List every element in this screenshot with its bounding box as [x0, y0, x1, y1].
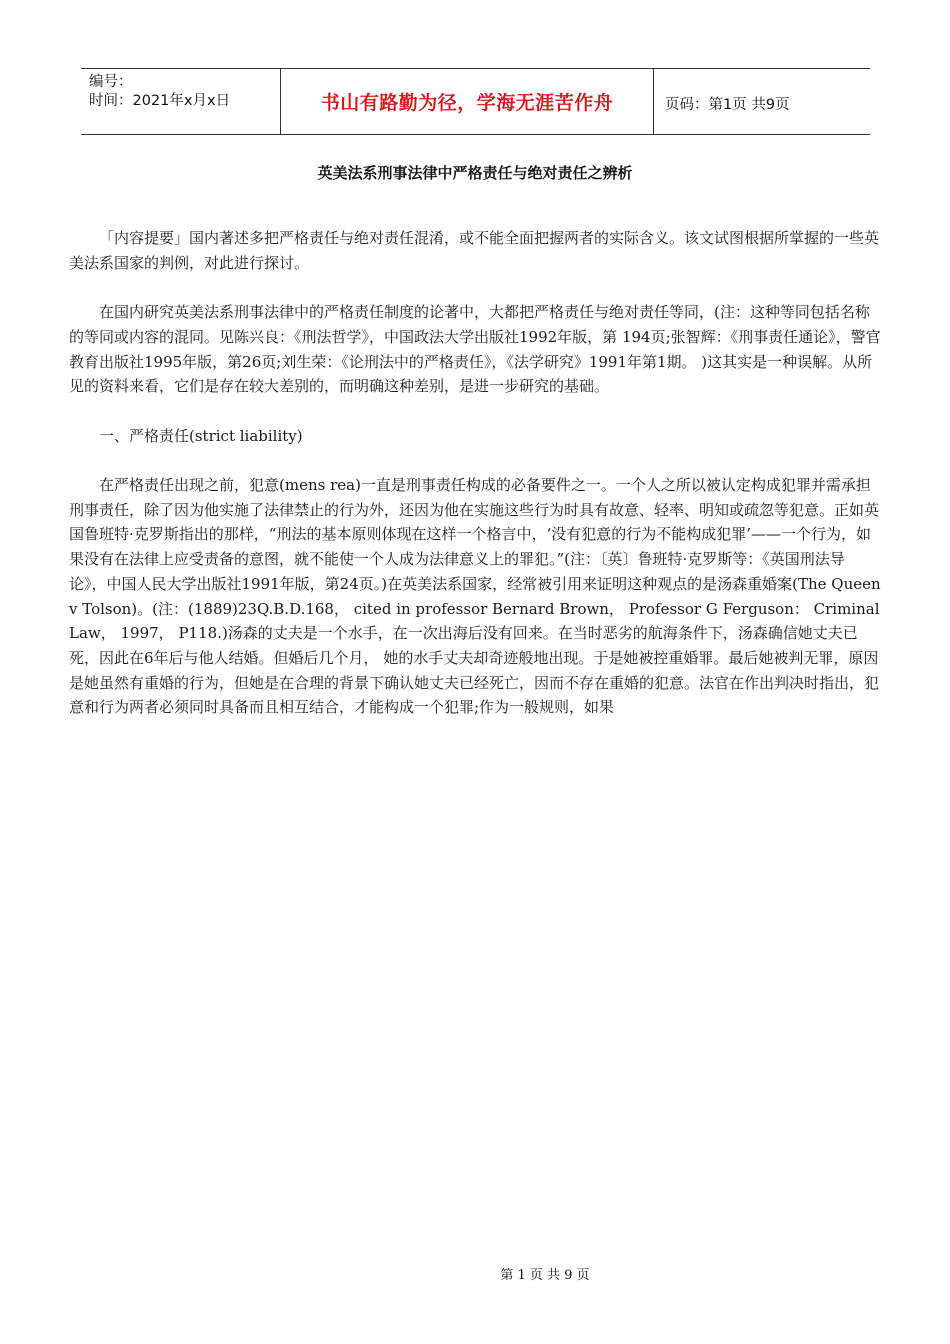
section-heading: 一、严格责任(strict liability) [99, 426, 303, 445]
document-body [69, 226, 881, 720]
page-footer: 第 1 页 共 9 页 [500, 1268, 590, 1283]
document-number-label: 编号： [89, 74, 133, 90]
document-date-label: 时间：2021年x月x日 [89, 93, 231, 109]
header-motto: 书山有路勤为径，学海无涯苦作舟 [320, 92, 614, 114]
document-title: 英美法系刑事法律中严格责任与绝对责任之辨析 [317, 164, 633, 182]
abstract-paragraph: 「内容提要」国内著述多把严格责任与绝对责任混淆，或不能全面把握两者的实际含义。该文试图根据所掌握的一些英美法系国家的判例，对此进行探讨。 [69, 229, 880, 272]
header-motto-cell [280, 69, 654, 134]
header-meta [89, 73, 230, 111]
body-paragraph: 在严格责任出现之前，犯意(mens rea)一直是刑事责任构成的必备要件之一。一个人之所以被认定构成犯罪并需承担刑事责任，除了因为他实施了法律禁止的行为外，还因为他在实施这些行为时具有故意、轻率、明知或疏忽等犯意。正如英国鲁班特·克罗斯指出的那样，“刑法的基本原则体现在这样一个格言中，‘没有犯意的行为不能构成犯罪’——一个行为，如果没有在法律上应受责备的意图，就不能使一个人成为法律意义上的罪犯。”(注：〔英〕鲁班特·克罗斯等：《英国刑法导论》，中国人民大学出版社1991年版，第24页。)在英美法系国家，经常被引用来证明这种观点的是汤森重婚案(The Queen v Tolson)。(注：(1889)23Q.B.D.168， cited in professor Bernard Brown， Professor G Ferguson： Criminal Law， 1997， P118.)汤森的丈夫是一个水手，在一次出海后没有回来。在当时恶劣的航海条件下，汤森确信她丈夫已死，因此在6年后与他人结婚。但婚后几个月， 她的水手丈夫却奇迹般地出现。于是她被控重婚罪。最后她被判无罪，原因是她虽然有重婚的行为，但她是在合理的背景下确认她丈夫已经死亡，因而不存在重婚的犯意。法官在作出判决时指出，犯意和行为两者必须同时具备而且相互结合，才能构成一个犯罪;作为一般规则，如果 [69, 475, 881, 717]
body-paragraph: 在国内研究英美法系刑事法律中的严格责任制度的论著中，大都把严格责任与绝对责任等同，(注：这种等同包括名称的等同或内容的混同。见陈兴良：《刑法哲学》，中国政法大学出版社1992年版，第 194页;张智辉：《刑事责任通论》，警官教育出版社1995年版，第26页;刘生荣：《论刑法中的严格责任》，《法学研究》1991年第1期。 )这其实是一种误解。从所见的资料来看，它们是存在较大差别的，而明确这种差别，是进一步研究的基础。 [69, 303, 881, 396]
page-header [81, 68, 870, 135]
header-page-info: 页码：第1页 共9页 [665, 97, 790, 113]
